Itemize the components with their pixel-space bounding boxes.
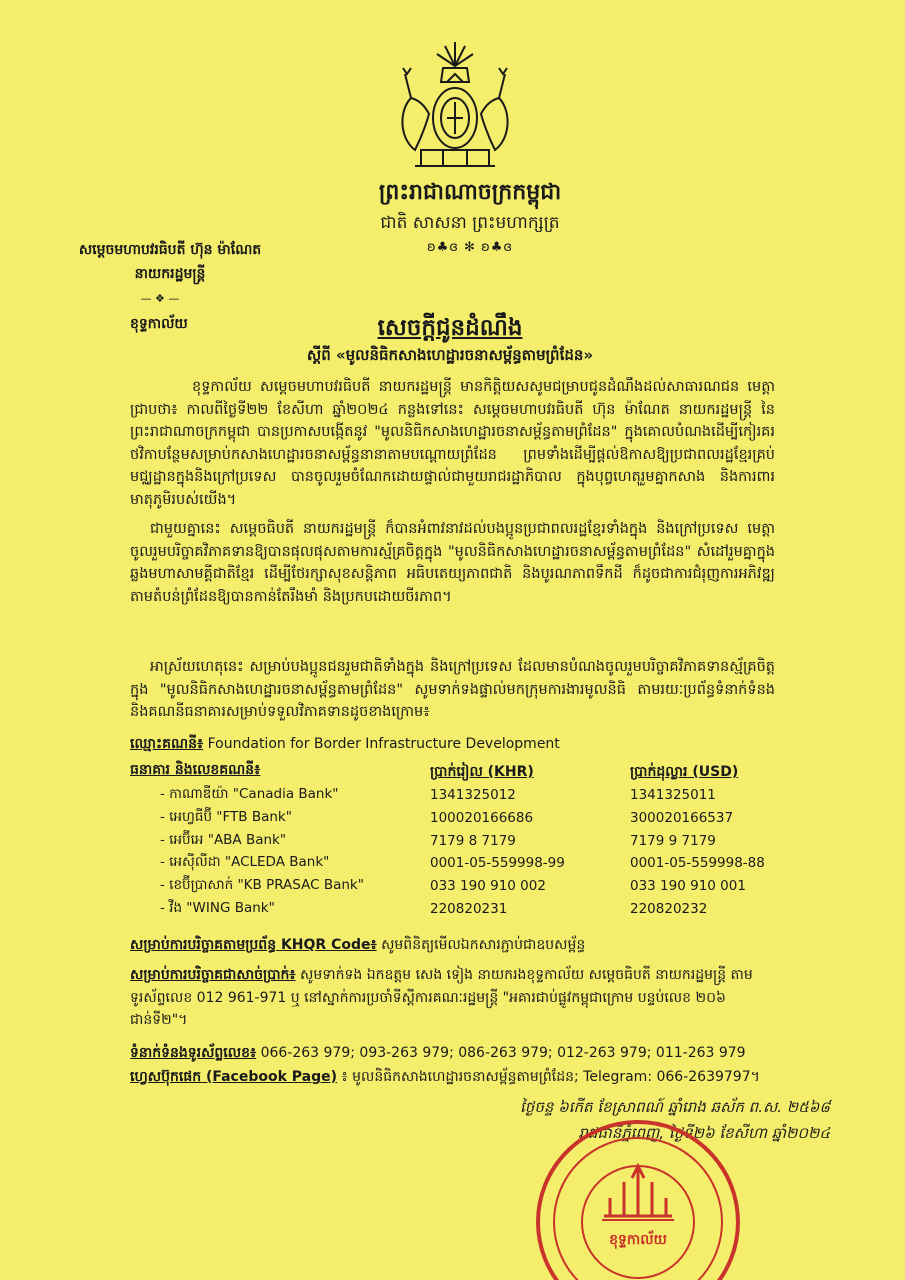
table-row <box>160 852 830 875</box>
usd-column-header: ប្រាក់ដុល្លារ (USD) <box>630 764 739 780</box>
paragraph-intro: ខុទ្ទកាល័យ សម្តេចមហាបវរធិបតី នាយករដ្ឋមន្ត្រី មានកិត្តិយសសូមជម្រាបជូនដំណឹងដល់សាធារណជន មេត្តាជ្រាបថា៖ កាលពីថ្ងៃទី២២ ខែសីហា ឆ្នាំ២០២៤ កន្លងទៅនេះ សម្តេចមហាបវរធិបតី ហ៊ុន ម៉ាណែត នាយករដ្ឋមន្ត្រី នៃព្រះរាជាណាចក្រកម្ពុជា បានប្រកាសបង្កើតនូវ "មូលនិធិកសាងហេដ្ឋារចនាសម្ព័ន្ធតាមព្រំដែន" ក្នុងគោលបំណងដើម្បីកៀរគរថវិកាបន្ថែមសម្រាប់កសាងហេដ្ឋារចនាសម្ព័ន្ធនានាតាមបណ្តោយព្រំដែន ព្រមទាំងដើម្បីផ្តល់ឱកាសឱ្យប្រជាពលរដ្ឋខ្មែរគ្រប់មជ្ឈដ្ឋានក្នុងនិងក្រៅប្រទេស បានចូលរួមចំណែកដោយផ្ទាល់ជាមួយរាជរដ្ឋាភិបាល ក្នុងបុព្វហេតុរួមគ្នាកសាង និងការពារមាតុភូមិរបស់យើង។ <box>130 379 775 508</box>
khr-column-header: ប្រាក់រៀល (KHR) <box>430 764 534 780</box>
office-name: ខុទ្ទកាល័យ <box>130 316 188 332</box>
table-row <box>160 784 830 807</box>
bank-name: - កាណាឌីយ៉ា "Canadia Bank" <box>160 786 339 803</box>
khr-account-number: 220820231 <box>430 900 508 917</box>
usd-account-number: 300020166537 <box>630 810 734 827</box>
royal-coat-of-arms-icon <box>385 38 525 178</box>
phone-label: ទំនាក់ទំនងទូរស័ព្ទលេខ៖ <box>130 1045 257 1061</box>
cash-text: សូមទាក់ទង ឯកឧត្តម សេង ទៀង នាយករងខុទ្ទកាល័យ សម្តេចធិបតី នាយករដ្ឋមន្ត្រី តាមទូរស័ព្ទលេខ 012 961-971 ឬ នៅស្នាក់ការប្រចាំទីស្តីការគណៈរដ្ឋមន្ត្រី "អគារជាប់ផ្លូវកម្ពុជាក្រោម បន្ទប់លេខ ២០៦ ជាន់ទី២"។ <box>130 967 753 1028</box>
table-row <box>160 897 830 920</box>
khqr-row <box>130 934 775 957</box>
table-row <box>160 875 830 898</box>
facebook-text: ៖ មូលនិធិកសាងហេដ្ឋារចនាសម្ព័ន្ធតាមព្រំដែន; Telegram: 066-2639797។ <box>341 1069 760 1085</box>
ornament-divider: ʚ♣ɞ ✻ ʚ♣ɞ <box>427 240 513 255</box>
bank-name: - អេហ្វធីប៊ី "FTB Bank" <box>160 809 292 826</box>
document-title: សេចក្តីជូនដំណឹង <box>377 315 523 341</box>
facebook-row <box>130 1066 775 1089</box>
bank-table-label: ធនាគារ និងលេខគណនី៖ <box>130 762 261 778</box>
bank-accounts-table <box>160 784 830 920</box>
cash-row <box>130 964 775 1032</box>
usd-account-number: 7179 9 7179 <box>630 832 716 849</box>
account-name-row <box>130 734 560 755</box>
table-row <box>160 829 830 852</box>
khr-account-number: 0001-05-559998-99 <box>430 855 565 872</box>
paragraph-appeal: ជាមួយគ្នានេះ សម្តេចធិបតី នាយករដ្ឋមន្ត្រី ក៏បានអំពាវនាវដល់បងប្អូនប្រជាពលរដ្ឋខ្មែរទាំងក្នុង និងក្រៅប្រទេស មេត្តាចូលរួមបរិច្ចាគវិភាគទានឱ្យបានផុលផុសតាមការស្ម័គ្រចិត្តក្នុង "មូលនិធិកសាងហេដ្ឋារចនាសម្ព័ន្ធតាមព្រំដែន" សំដៅរួមគ្នាក្នុងឆ្លងមហាសាមគ្គីជាតិខ្មែរ ដើម្បីថែរក្សាសុខសន្តិភាព អធិបតេយ្យភាពជាតិ និងបូរណភាពទឹកដី ក៏ដូចជាការជំរុញការអភិវឌ្ឍតាមតំបន់ព្រំដែនឱ្យបានកាន់តែរឹងមាំ និងប្រកបដោយចីរភាព។ <box>130 521 775 605</box>
sender-divider: — ❖ — <box>140 292 180 305</box>
khr-account-number: 7179 8 7179 <box>430 832 516 849</box>
table-row <box>160 807 830 830</box>
phone-numbers: 066-263 979; 093-263 979; 086-263 979; 012-263 979; 011-263 979 <box>260 1045 746 1061</box>
khqr-text: សូមពិនិត្យមើលឯកសារភ្ជាប់ជាឧបសម្ព័ន្ធ <box>381 937 586 953</box>
sender-role: នាយករដ្ឋមន្ត្រី <box>134 266 206 282</box>
lunar-date: ថ្ងៃចន្ទ ៦កើត ខែស្រាពណ៍ ឆ្នាំរោង ឆស័ក ព.ស. ២៥៦៨ <box>520 1098 830 1116</box>
khr-account-number: 033 190 910 002 <box>430 878 546 895</box>
document-subject: ស្តីពី «មូលនិធិកសាងហេដ្ឋារចនាសម្ព័ន្ធតាមព្រំដែន» <box>306 346 594 364</box>
phone-row <box>130 1042 775 1065</box>
official-seal-icon <box>528 1112 748 1280</box>
usd-account-number: 1341325011 <box>630 787 716 804</box>
sender-name: សម្តេចមហាបវរធិបតី ហ៊ុន ម៉ាណែត <box>78 242 262 258</box>
usd-account-number: 033 190 910 001 <box>630 878 746 895</box>
solar-date: រាជធានីភ្នំពេញ, ថ្ងៃទី២៦ ខែសីហា ឆ្នាំ២០២៤ <box>578 1124 830 1142</box>
paragraph-instructions: អាស្រ័យហេតុនេះ សម្រាប់បងប្អូនជនរួមជាតិទាំងក្នុង និងក្រៅប្រទេស ដែលមានបំណងចូលរួមបរិច្ចាគវិភាគទានស្ម័គ្រចិត្តក្នុង "មូលនិធិកសាងហេដ្ឋារចនាសម្ព័ន្ធតាមព្រំដែន" សូមទាក់ទងផ្ទាល់មកក្រុមការងារមូលនិធិ តាមរយៈប្រព័ន្ធទំនាក់ទំនង និងគណនីធនាគារសម្រាប់ទទួលវិភាគទានដូចខាងក្រោម៖ <box>130 659 775 720</box>
facebook-label: ហ្វេសប៊ុកផេក (Facebook Page) <box>130 1069 338 1085</box>
khr-account-number: 1341325012 <box>430 787 516 804</box>
bank-name: - ខេប៊ីប្រាសាក់ "KB PRASAC Bank" <box>160 877 364 894</box>
national-motto: ជាតិ សាសនា ព្រះមហាក្សត្រ <box>380 213 560 233</box>
usd-account-number: 220820232 <box>630 900 708 917</box>
khqr-label: សម្រាប់ការបរិច្ចាគតាមប្រព័ន្ធ KHQR Code៖ <box>130 937 377 953</box>
account-name-value: Foundation for Border Infrastructure Development <box>207 736 560 752</box>
account-name-label: ឈ្មោះគណនី៖ <box>130 736 204 752</box>
bank-name: - អេស៊ីលីដា "ACLEDA Bank" <box>160 854 330 871</box>
seal-text: ខុទ្ទកាល័យ <box>609 1232 667 1248</box>
cash-label: សម្រាប់ការបរិច្ចាគជាសាច់ប្រាក់៖ <box>130 967 296 983</box>
kingdom-title: ព្រះរាជាណាចក្រកម្ពុជា <box>378 179 562 205</box>
khr-account-number: 100020166686 <box>430 810 534 827</box>
usd-account-number: 0001-05-559998-88 <box>630 855 765 872</box>
bank-name: - វីង "WING Bank" <box>160 899 275 916</box>
bank-name: - អេប៊ីអេ "ABA Bank" <box>160 831 287 848</box>
